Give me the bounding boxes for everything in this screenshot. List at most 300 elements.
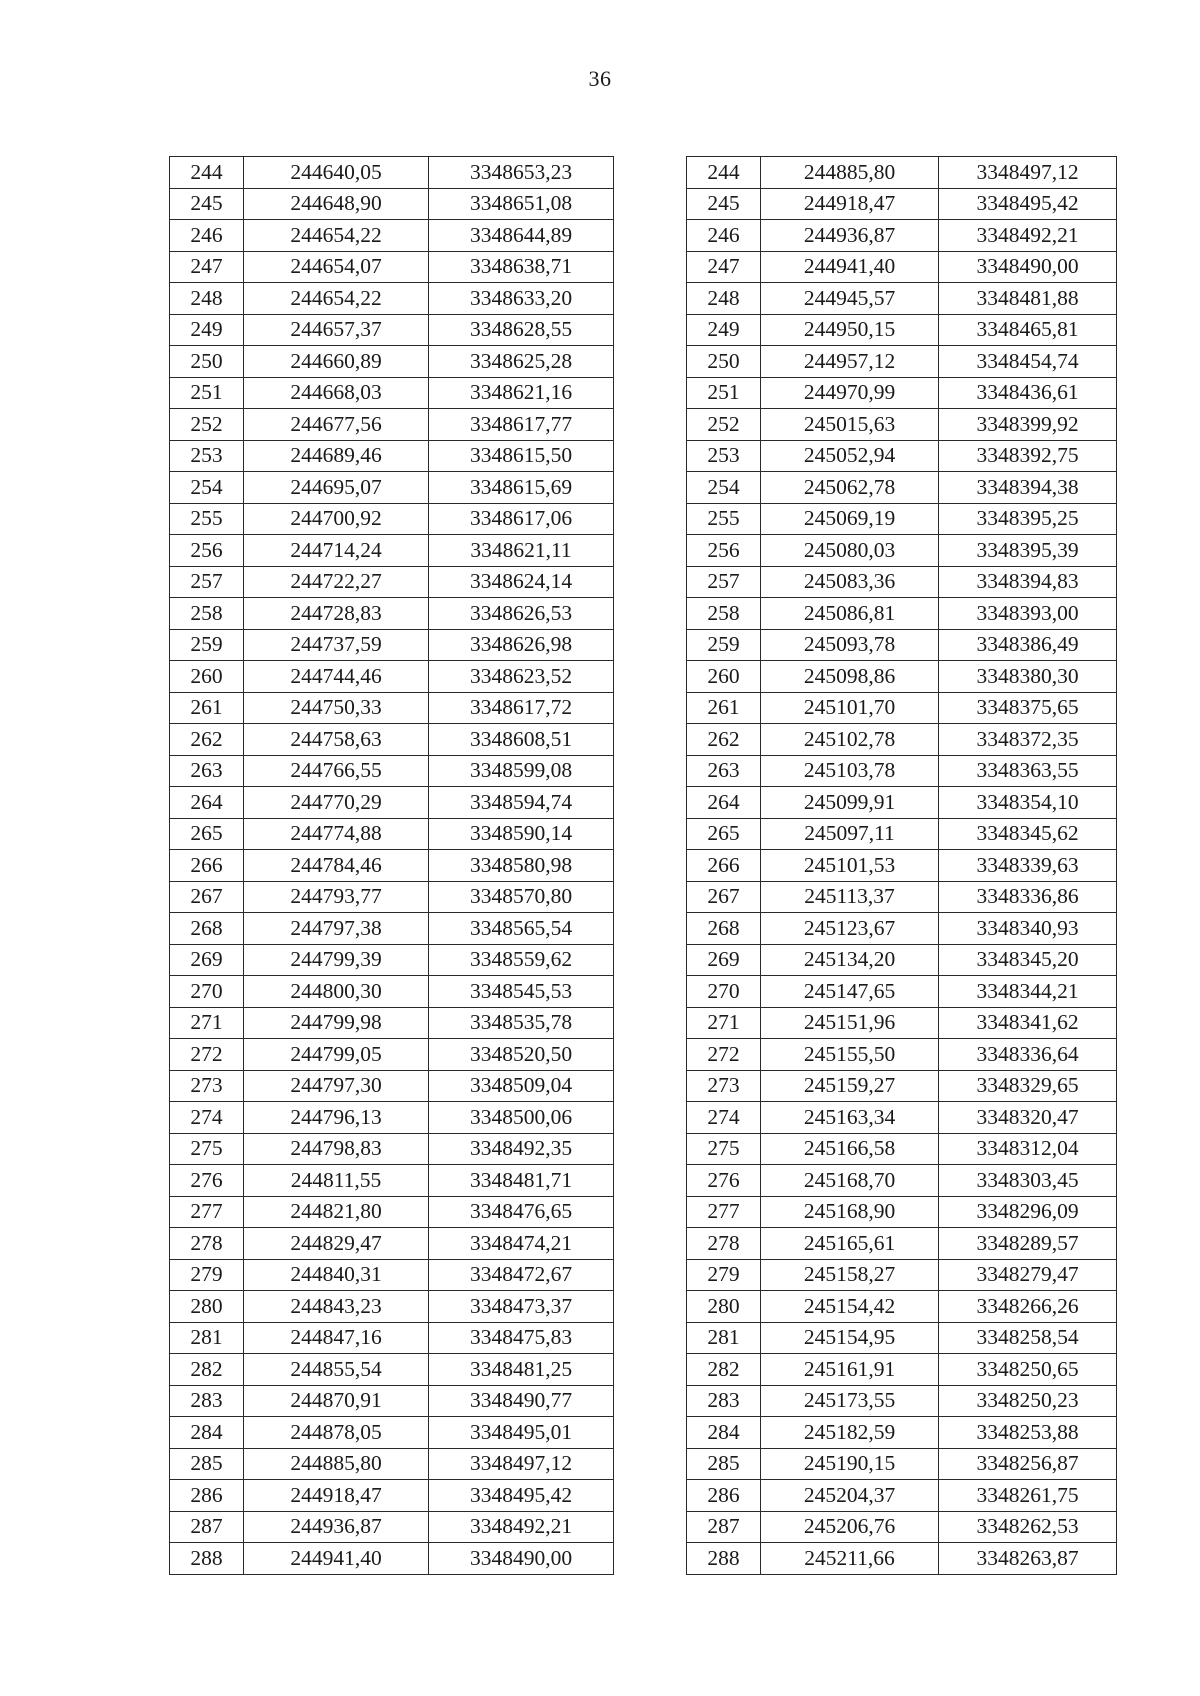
point-number-cell: 272 [170, 1039, 244, 1071]
point-number-cell: 270 [170, 976, 244, 1008]
table-row [170, 629, 614, 661]
table-row [170, 566, 614, 598]
x-coordinate-cell: 244970,99 [761, 377, 939, 409]
point-number-cell: 258 [687, 598, 761, 630]
x-coordinate-cell: 244689,46 [244, 440, 429, 472]
table-row [170, 1228, 614, 1260]
table-row [687, 1322, 1117, 1354]
point-number-cell: 276 [687, 1165, 761, 1197]
point-number-cell: 267 [170, 881, 244, 913]
point-number-cell: 251 [687, 377, 761, 409]
x-coordinate-cell: 244648,90 [244, 188, 429, 220]
y-coordinate-cell: 3348599,08 [429, 755, 614, 787]
table-row [170, 314, 614, 346]
x-coordinate-cell: 245165,61 [761, 1228, 939, 1260]
x-coordinate-cell: 244700,92 [244, 503, 429, 535]
y-coordinate-cell: 3348559,62 [429, 944, 614, 976]
point-number-cell: 248 [687, 283, 761, 315]
table-row [687, 944, 1117, 976]
x-coordinate-cell: 244737,59 [244, 629, 429, 661]
coordinates-table-left [169, 156, 614, 1575]
x-coordinate-cell: 245069,19 [761, 503, 939, 535]
x-coordinate-cell: 244821,80 [244, 1196, 429, 1228]
table-row [687, 787, 1117, 819]
point-number-cell: 247 [170, 251, 244, 283]
point-number-cell: 261 [170, 692, 244, 724]
y-coordinate-cell: 3348535,78 [429, 1007, 614, 1039]
y-coordinate-cell: 3348626,98 [429, 629, 614, 661]
x-coordinate-cell: 245083,36 [761, 566, 939, 598]
y-coordinate-cell: 3348495,42 [939, 188, 1117, 220]
point-number-cell: 264 [687, 787, 761, 819]
x-coordinate-cell: 244640,05 [244, 157, 429, 189]
x-coordinate-cell: 245155,50 [761, 1039, 939, 1071]
table-row [170, 1007, 614, 1039]
x-coordinate-cell: 244796,13 [244, 1102, 429, 1134]
y-coordinate-cell: 3348594,74 [429, 787, 614, 819]
y-coordinate-cell: 3348615,50 [429, 440, 614, 472]
x-coordinate-cell: 244750,33 [244, 692, 429, 724]
table-row [170, 944, 614, 976]
point-number-cell: 264 [170, 787, 244, 819]
point-number-cell: 244 [170, 157, 244, 189]
x-coordinate-cell: 245015,63 [761, 409, 939, 441]
point-number-cell: 252 [687, 409, 761, 441]
point-number-cell: 261 [687, 692, 761, 724]
y-coordinate-cell: 3348481,88 [939, 283, 1117, 315]
y-coordinate-cell: 3348363,55 [939, 755, 1117, 787]
point-number-cell: 245 [687, 188, 761, 220]
x-coordinate-cell: 245147,65 [761, 976, 939, 1008]
x-coordinate-cell: 244878,05 [244, 1417, 429, 1449]
x-coordinate-cell: 244950,15 [761, 314, 939, 346]
table-row [170, 755, 614, 787]
table-row [170, 1322, 614, 1354]
y-coordinate-cell: 3348500,06 [429, 1102, 614, 1134]
point-number-cell: 281 [687, 1322, 761, 1354]
x-coordinate-cell: 244918,47 [761, 188, 939, 220]
y-coordinate-cell: 3348490,00 [939, 251, 1117, 283]
y-coordinate-cell: 3348481,25 [429, 1354, 614, 1386]
x-coordinate-cell: 245103,78 [761, 755, 939, 787]
x-coordinate-cell: 244936,87 [761, 220, 939, 252]
y-coordinate-cell: 3348258,54 [939, 1322, 1117, 1354]
table-row [687, 661, 1117, 693]
x-coordinate-cell: 244799,39 [244, 944, 429, 976]
x-coordinate-cell: 244811,55 [244, 1165, 429, 1197]
x-coordinate-cell: 244784,46 [244, 850, 429, 882]
y-coordinate-cell: 3348250,23 [939, 1385, 1117, 1417]
table-row [687, 881, 1117, 913]
point-number-cell: 270 [687, 976, 761, 1008]
point-number-cell: 246 [170, 220, 244, 252]
table-row [687, 1480, 1117, 1512]
table-row [687, 157, 1117, 189]
table-row [170, 157, 614, 189]
table-row [170, 440, 614, 472]
y-coordinate-cell: 3348492,35 [429, 1133, 614, 1165]
y-coordinate-cell: 3348320,47 [939, 1102, 1117, 1134]
table-row [170, 1354, 614, 1386]
y-coordinate-cell: 3348475,83 [429, 1322, 614, 1354]
point-number-cell: 256 [687, 535, 761, 567]
table-row [687, 692, 1117, 724]
point-number-cell: 259 [687, 629, 761, 661]
table-row [170, 598, 614, 630]
x-coordinate-cell: 245211,66 [761, 1543, 939, 1575]
point-number-cell: 285 [170, 1448, 244, 1480]
table-row [170, 503, 614, 535]
table-row [170, 692, 614, 724]
y-coordinate-cell: 3348617,77 [429, 409, 614, 441]
x-coordinate-cell: 244668,03 [244, 377, 429, 409]
y-coordinate-cell: 3348565,54 [429, 913, 614, 945]
x-coordinate-cell: 244843,23 [244, 1291, 429, 1323]
x-coordinate-cell: 244840,31 [244, 1259, 429, 1291]
point-number-cell: 281 [170, 1322, 244, 1354]
point-number-cell: 287 [687, 1511, 761, 1543]
x-coordinate-cell: 245123,67 [761, 913, 939, 945]
y-coordinate-cell: 3348394,38 [939, 472, 1117, 504]
table-row [170, 724, 614, 756]
y-coordinate-cell: 3348509,04 [429, 1070, 614, 1102]
x-coordinate-cell: 245093,78 [761, 629, 939, 661]
page-number: 36 [588, 66, 612, 91]
point-number-cell: 249 [170, 314, 244, 346]
y-coordinate-cell: 3348590,14 [429, 818, 614, 850]
point-number-cell: 263 [170, 755, 244, 787]
y-coordinate-cell: 3348617,06 [429, 503, 614, 535]
x-coordinate-cell: 244766,55 [244, 755, 429, 787]
y-coordinate-cell: 3348623,52 [429, 661, 614, 693]
y-coordinate-cell: 3348392,75 [939, 440, 1117, 472]
point-number-cell: 280 [687, 1291, 761, 1323]
point-number-cell: 284 [687, 1417, 761, 1449]
point-number-cell: 268 [170, 913, 244, 945]
table-row [170, 409, 614, 441]
x-coordinate-cell: 245101,53 [761, 850, 939, 882]
table-row [170, 661, 614, 693]
table-row [687, 377, 1117, 409]
x-coordinate-cell: 245159,27 [761, 1070, 939, 1102]
y-coordinate-cell: 3348345,20 [939, 944, 1117, 976]
y-coordinate-cell: 3348651,08 [429, 188, 614, 220]
table-row [170, 881, 614, 913]
table-row [170, 913, 614, 945]
table-row [687, 1291, 1117, 1323]
table-row [170, 1102, 614, 1134]
x-coordinate-cell: 245206,76 [761, 1511, 939, 1543]
table-row [170, 1417, 614, 1449]
y-coordinate-cell: 3348653,23 [429, 157, 614, 189]
x-coordinate-cell: 244957,12 [761, 346, 939, 378]
point-number-cell: 273 [687, 1070, 761, 1102]
x-coordinate-cell: 245166,58 [761, 1133, 939, 1165]
table-row [687, 566, 1117, 598]
y-coordinate-cell: 3348465,81 [939, 314, 1117, 346]
x-coordinate-cell: 245182,59 [761, 1417, 939, 1449]
point-number-cell: 245 [170, 188, 244, 220]
x-coordinate-cell: 244758,63 [244, 724, 429, 756]
table-row [687, 1543, 1117, 1575]
x-coordinate-cell: 245101,70 [761, 692, 939, 724]
x-coordinate-cell: 244714,24 [244, 535, 429, 567]
y-coordinate-cell: 3348395,39 [939, 535, 1117, 567]
y-coordinate-cell: 3348262,53 [939, 1511, 1117, 1543]
x-coordinate-cell: 244654,22 [244, 220, 429, 252]
x-coordinate-cell: 244855,54 [244, 1354, 429, 1386]
table-row [170, 472, 614, 504]
table-row [170, 976, 614, 1008]
point-number-cell: 259 [170, 629, 244, 661]
point-number-cell: 279 [170, 1259, 244, 1291]
table-row [687, 850, 1117, 882]
y-coordinate-cell: 3348633,20 [429, 283, 614, 315]
point-number-cell: 287 [170, 1511, 244, 1543]
table-row [687, 598, 1117, 630]
x-coordinate-cell: 244829,47 [244, 1228, 429, 1260]
point-number-cell: 279 [687, 1259, 761, 1291]
y-coordinate-cell: 3348570,80 [429, 881, 614, 913]
x-coordinate-cell: 244870,91 [244, 1385, 429, 1417]
point-number-cell: 255 [170, 503, 244, 535]
x-coordinate-cell: 245161,91 [761, 1354, 939, 1386]
y-coordinate-cell: 3348399,92 [939, 409, 1117, 441]
x-coordinate-cell: 244797,38 [244, 913, 429, 945]
point-number-cell: 257 [687, 566, 761, 598]
y-coordinate-cell: 3348393,00 [939, 598, 1117, 630]
point-number-cell: 255 [687, 503, 761, 535]
y-coordinate-cell: 3348279,47 [939, 1259, 1117, 1291]
y-coordinate-cell: 3348545,53 [429, 976, 614, 1008]
point-number-cell: 254 [170, 472, 244, 504]
table-row [170, 346, 614, 378]
y-coordinate-cell: 3348617,72 [429, 692, 614, 724]
y-coordinate-cell: 3348621,16 [429, 377, 614, 409]
x-coordinate-cell: 244774,88 [244, 818, 429, 850]
y-coordinate-cell: 3348495,42 [429, 1480, 614, 1512]
table-row [687, 755, 1117, 787]
x-coordinate-cell: 245158,27 [761, 1259, 939, 1291]
point-number-cell: 277 [687, 1196, 761, 1228]
table-row [170, 251, 614, 283]
table-row [687, 629, 1117, 661]
x-coordinate-cell: 244677,56 [244, 409, 429, 441]
y-coordinate-cell: 3348473,37 [429, 1291, 614, 1323]
point-number-cell: 256 [170, 535, 244, 567]
point-number-cell: 265 [687, 818, 761, 850]
y-coordinate-cell: 3348386,49 [939, 629, 1117, 661]
y-coordinate-cell: 3348638,71 [429, 251, 614, 283]
point-number-cell: 277 [170, 1196, 244, 1228]
y-coordinate-cell: 3348621,11 [429, 535, 614, 567]
y-coordinate-cell: 3348520,50 [429, 1039, 614, 1071]
x-coordinate-cell: 244945,57 [761, 283, 939, 315]
point-number-cell: 278 [687, 1228, 761, 1260]
y-coordinate-cell: 3348263,87 [939, 1543, 1117, 1575]
point-number-cell: 274 [687, 1102, 761, 1134]
point-number-cell: 248 [170, 283, 244, 315]
x-coordinate-cell: 245062,78 [761, 472, 939, 504]
x-coordinate-cell: 245168,90 [761, 1196, 939, 1228]
y-coordinate-cell: 3348490,77 [429, 1385, 614, 1417]
point-number-cell: 266 [170, 850, 244, 882]
y-coordinate-cell: 3348303,45 [939, 1165, 1117, 1197]
point-number-cell: 273 [170, 1070, 244, 1102]
y-coordinate-cell: 3348341,62 [939, 1007, 1117, 1039]
point-number-cell: 282 [170, 1354, 244, 1386]
y-coordinate-cell: 3348497,12 [429, 1448, 614, 1480]
x-coordinate-cell: 244799,98 [244, 1007, 429, 1039]
y-coordinate-cell: 3348256,87 [939, 1448, 1117, 1480]
table-row [687, 503, 1117, 535]
table-row [687, 1133, 1117, 1165]
table-row [687, 1070, 1117, 1102]
table-row [170, 850, 614, 882]
y-coordinate-cell: 3348296,09 [939, 1196, 1117, 1228]
table-row [687, 1007, 1117, 1039]
point-number-cell: 268 [687, 913, 761, 945]
y-coordinate-cell: 3348250,65 [939, 1354, 1117, 1386]
point-number-cell: 262 [170, 724, 244, 756]
x-coordinate-cell: 244660,89 [244, 346, 429, 378]
x-coordinate-cell: 245204,37 [761, 1480, 939, 1512]
y-coordinate-cell: 3348490,00 [429, 1543, 614, 1575]
point-number-cell: 249 [687, 314, 761, 346]
table-row [687, 251, 1117, 283]
table-row [687, 1354, 1117, 1386]
table-row [687, 440, 1117, 472]
point-number-cell: 253 [170, 440, 244, 472]
table-row [687, 1417, 1117, 1449]
table-row [170, 220, 614, 252]
x-coordinate-cell: 245098,86 [761, 661, 939, 693]
point-number-cell: 272 [687, 1039, 761, 1071]
y-coordinate-cell: 3348312,04 [939, 1133, 1117, 1165]
y-coordinate-cell: 3348474,21 [429, 1228, 614, 1260]
point-number-cell: 267 [687, 881, 761, 913]
x-coordinate-cell: 245080,03 [761, 535, 939, 567]
x-coordinate-cell: 244654,22 [244, 283, 429, 315]
x-coordinate-cell: 245163,34 [761, 1102, 939, 1134]
y-coordinate-cell: 3348472,67 [429, 1259, 614, 1291]
y-coordinate-cell: 3348625,28 [429, 346, 614, 378]
x-coordinate-cell: 245099,91 [761, 787, 939, 819]
point-number-cell: 257 [170, 566, 244, 598]
table-row [170, 1133, 614, 1165]
table-row [687, 283, 1117, 315]
y-coordinate-cell: 3348626,53 [429, 598, 614, 630]
x-coordinate-cell: 245173,55 [761, 1385, 939, 1417]
y-coordinate-cell: 3348266,26 [939, 1291, 1117, 1323]
point-number-cell: 250 [170, 346, 244, 378]
y-coordinate-cell: 3348615,69 [429, 472, 614, 504]
x-coordinate-cell: 245168,70 [761, 1165, 939, 1197]
point-number-cell: 278 [170, 1228, 244, 1260]
table-row [170, 1165, 614, 1197]
table-row [170, 1259, 614, 1291]
y-coordinate-cell: 3348394,83 [939, 566, 1117, 598]
y-coordinate-cell: 3348492,21 [429, 1511, 614, 1543]
y-coordinate-cell: 3348476,65 [429, 1196, 614, 1228]
x-coordinate-cell: 244770,29 [244, 787, 429, 819]
x-coordinate-cell: 244744,46 [244, 661, 429, 693]
point-number-cell: 283 [170, 1385, 244, 1417]
table-row [170, 1448, 614, 1480]
x-coordinate-cell: 245151,96 [761, 1007, 939, 1039]
x-coordinate-cell: 245134,20 [761, 944, 939, 976]
y-coordinate-cell: 3348481,71 [429, 1165, 614, 1197]
table-row [687, 1039, 1117, 1071]
table-row [170, 818, 614, 850]
table-row [687, 724, 1117, 756]
table-row [170, 1543, 614, 1575]
point-number-cell: 253 [687, 440, 761, 472]
table-row [687, 535, 1117, 567]
point-number-cell: 286 [170, 1480, 244, 1512]
point-number-cell: 283 [687, 1385, 761, 1417]
x-coordinate-cell: 245154,42 [761, 1291, 939, 1323]
x-coordinate-cell: 244798,83 [244, 1133, 429, 1165]
y-coordinate-cell: 3348375,65 [939, 692, 1117, 724]
x-coordinate-cell: 244728,83 [244, 598, 429, 630]
point-number-cell: 285 [687, 1448, 761, 1480]
y-coordinate-cell: 3348345,62 [939, 818, 1117, 850]
y-coordinate-cell: 3348608,51 [429, 724, 614, 756]
point-number-cell: 263 [687, 755, 761, 787]
point-number-cell: 251 [170, 377, 244, 409]
table-row [170, 377, 614, 409]
y-coordinate-cell: 3348289,57 [939, 1228, 1117, 1260]
table-row [170, 1070, 614, 1102]
x-coordinate-cell: 245097,11 [761, 818, 939, 850]
y-coordinate-cell: 3348644,89 [429, 220, 614, 252]
table-row [687, 409, 1117, 441]
point-number-cell: 271 [687, 1007, 761, 1039]
table-row [170, 188, 614, 220]
point-number-cell: 262 [687, 724, 761, 756]
table-row [687, 188, 1117, 220]
x-coordinate-cell: 245113,37 [761, 881, 939, 913]
x-coordinate-cell: 245086,81 [761, 598, 939, 630]
y-coordinate-cell: 3348339,63 [939, 850, 1117, 882]
point-number-cell: 275 [170, 1133, 244, 1165]
x-coordinate-cell: 244722,27 [244, 566, 429, 598]
table-row [170, 283, 614, 315]
point-number-cell: 266 [687, 850, 761, 882]
y-coordinate-cell: 3348492,21 [939, 220, 1117, 252]
point-number-cell: 269 [687, 944, 761, 976]
table-row [687, 1511, 1117, 1543]
table-row [687, 976, 1117, 1008]
y-coordinate-cell: 3348344,21 [939, 976, 1117, 1008]
x-coordinate-cell: 244695,07 [244, 472, 429, 504]
y-coordinate-cell: 3348380,30 [939, 661, 1117, 693]
point-number-cell: 271 [170, 1007, 244, 1039]
y-coordinate-cell: 3348336,64 [939, 1039, 1117, 1071]
table-row [170, 1039, 614, 1071]
table-row [687, 314, 1117, 346]
y-coordinate-cell: 3348336,86 [939, 881, 1117, 913]
point-number-cell: 274 [170, 1102, 244, 1134]
point-number-cell: 286 [687, 1480, 761, 1512]
x-coordinate-cell: 245102,78 [761, 724, 939, 756]
table-row [170, 535, 614, 567]
y-coordinate-cell: 3348580,98 [429, 850, 614, 882]
y-coordinate-cell: 3348497,12 [939, 157, 1117, 189]
x-coordinate-cell: 244799,05 [244, 1039, 429, 1071]
x-coordinate-cell: 245052,94 [761, 440, 939, 472]
